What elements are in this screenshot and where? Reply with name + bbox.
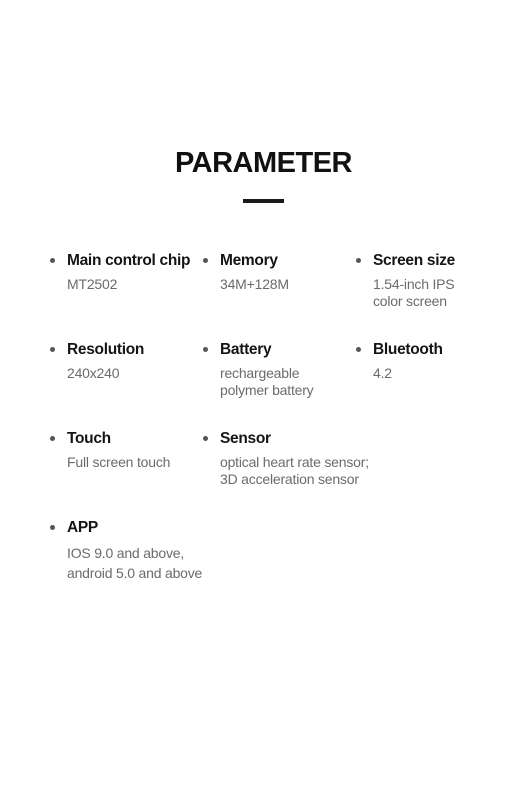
- param-label: Resolution: [67, 341, 145, 358]
- param-bluetooth: [373, 341, 523, 382]
- param-label: Screen size: [373, 252, 456, 269]
- param-value: 240x240: [67, 365, 120, 381]
- bullet-icon: [50, 347, 55, 352]
- param-battery: [220, 341, 370, 399]
- param-value: IOS 9.0 and above, android 5.0 and above: [67, 545, 203, 581]
- param-app: [67, 519, 247, 583]
- param-value: optical heart rate sensor; 3D acceleration sensor: [220, 454, 369, 487]
- param-value: 1.54-inch IPS color screen: [373, 276, 455, 309]
- title-divider: [243, 199, 284, 203]
- param-label: Touch: [67, 430, 111, 447]
- param-touch: [67, 430, 217, 471]
- param-label: Main control chip: [67, 252, 191, 269]
- bullet-icon: [50, 258, 55, 263]
- bullet-icon: [356, 347, 361, 352]
- param-screen-size: [373, 252, 523, 310]
- bullet-icon: [356, 258, 361, 263]
- bullet-icon: [50, 436, 55, 441]
- param-main-control-chip: [67, 252, 217, 293]
- bullet-icon: [203, 436, 208, 441]
- param-resolution: [67, 341, 217, 382]
- param-memory: [220, 252, 370, 293]
- param-label: Sensor: [220, 430, 271, 447]
- bullet-icon: [203, 258, 208, 263]
- page-title: PARAMETER: [174, 147, 353, 179]
- param-value: rechargeable polymer battery: [220, 365, 314, 398]
- param-sensor: [220, 430, 400, 488]
- bullet-icon: [203, 347, 208, 352]
- param-value: MT2502: [67, 276, 118, 292]
- param-value: 34M+128M: [220, 276, 289, 292]
- param-label: Battery: [220, 341, 272, 358]
- bullet-icon: [50, 525, 55, 530]
- param-value: 4.2: [373, 365, 392, 381]
- param-label: APP: [67, 519, 98, 536]
- param-label: Memory: [220, 252, 278, 269]
- param-label: Bluetooth: [373, 341, 443, 358]
- param-value: Full screen touch: [67, 454, 171, 470]
